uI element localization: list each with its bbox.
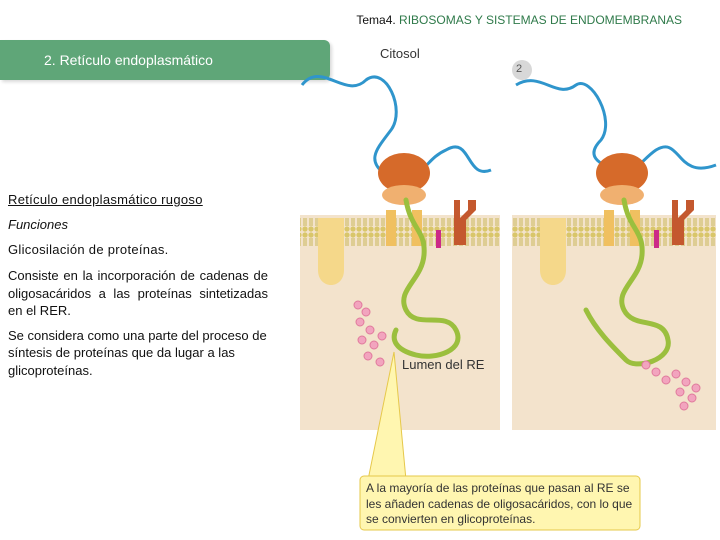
section-banner: [0, 40, 330, 80]
paragraph-1: Consiste en la incorporación de cadenas de oligosacáridos a las proteínas sintetizadas en el RER.: [8, 268, 268, 319]
content-block: [8, 192, 268, 386]
course-header: [356, 13, 682, 27]
course-title: RIBOSOMAS Y SISTEMAS DE ENDOMEMBRANAS: [399, 13, 682, 27]
cytosol-label: Citosol: [380, 46, 420, 61]
translocon-left: [386, 210, 396, 246]
function-title: Glicosilación de proteínas.: [8, 242, 169, 257]
section-title: 2. Retículo endoplasmático: [44, 52, 213, 68]
functions-label: Funciones: [8, 217, 68, 232]
paragraph-2: Se considera como una parte del proceso de síntesis de proteínas que da lugar a las glicoproteínas.: [8, 327, 267, 378]
panel-number: 2: [516, 63, 523, 75]
translocon-right: [604, 210, 614, 246]
glycosylation-figure: [296, 40, 720, 540]
subtitle: Retículo endoplasmático rugoso: [8, 192, 203, 207]
callout-text: A la mayoría de las proteínas que pasan al RE se les añaden cadenas de oligosacáridos, con lo que se convierten en glicoproteínas.: [366, 481, 633, 527]
dolichol-anchor-left: [318, 218, 344, 285]
lumen-label: Lumen del RE: [402, 357, 485, 372]
dolichol-anchor-right: [540, 218, 566, 285]
course-prefix: Tema4.: [356, 13, 400, 27]
